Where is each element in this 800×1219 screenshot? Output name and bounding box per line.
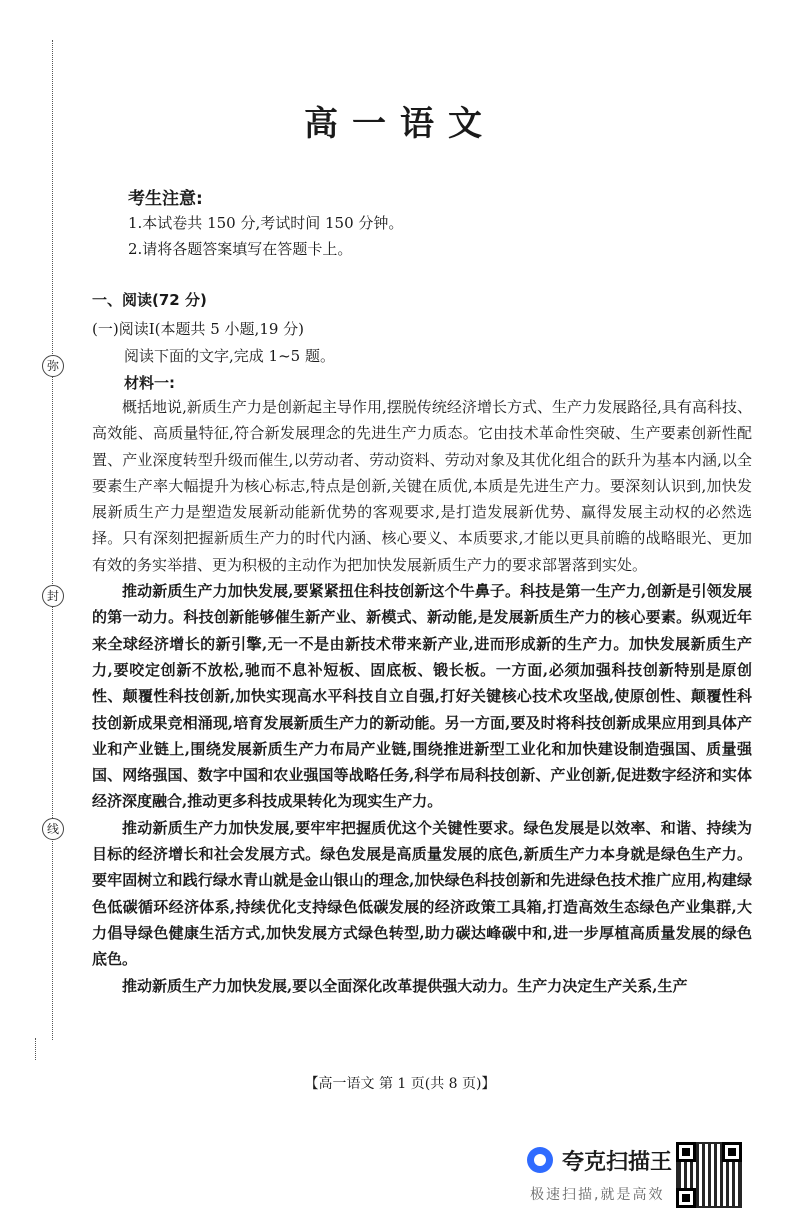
reading-passage xyxy=(92,394,752,999)
notice-item: 1.本试卷共 150 分,考试时间 150 分钟。 xyxy=(128,214,404,232)
binding-mark xyxy=(35,1038,38,1060)
notice-heading: 考生注意: xyxy=(128,189,203,209)
paragraph: 推动新质生产力加快发展,要牢牢把握质优这个关键性要求。绿色发展是以效率、和谐、持续为目标的经济增长和社会发展方式。绿色发展是高质量发展的底色,新质生产力本身就是绿色生产力。要牢固树立和践行绿水青山就是金山银山的理念,加快绿色科技创新和先进绿色技术推广应用,构建绿色低碳循环经济体系,持续优化支持绿色低碳发展的经济政策工具箱,打造高效生态绿色产业集群,大力倡导绿色健康生活方式,加快发展方式绿色转型,助力碳达峰碳中和,进一步厚植高质量发展的绿色底色。 xyxy=(92,818,752,969)
section-heading: 一、阅读(72 分) xyxy=(92,291,207,309)
paragraph: 概括地说,新质生产力是创新起主导作用,摆脱传统经济增长方式、生产力发展路径,具有高科技、高效能、高质量特征,符合新发展理念的先进生产力质态。它由技术革命性突破、生产要素创新性配置、产业深度转型升级而催生,以劳动者、劳动资料、劳动对象及其优化组合的跃升为基本内涵,以全要素生产率大幅提升为核心标志,特点是创新,关键在质优,本质是先进生产力。要深刻认识到,加快发展新质生产力是塑造发展新动能新优势的客观要求,是打造发展新优势、赢得发展主动权的必然选择。只有深刻把握新质生产力的时代内涵、核心要义、本质要求,才能以更具前瞻的战略眼光、更加有效的务实举措、更为积极的主动作为把加快发展新质生产力的要求部署落到实处。 xyxy=(92,398,752,574)
notice-item: 2.请将各题答案填写在答题卡上。 xyxy=(128,240,353,258)
scanner-logo-icon xyxy=(527,1147,553,1173)
page-title: 高一语文 xyxy=(304,104,496,144)
paragraph: 推动新质生产力加快发展,要紧紧扭住科技创新这个牛鼻子。科技是第一生产力,创新是引领发展的第一动力。科技创新能够催生新产业、新模式、新动能,是发展新质生产力的核心要素。纵观近年来全球经济增长的新引擎,无一不是由新技术带来新产业,进而形成新的生产力。加快发展新质生产力,要咬定创新不放松,驰而不息补短板、固底板、锻长板。一方面,必须加强科技创新特别是原创性、颠覆性科技创新,加快实现高水平科技自立自强,打好关键核心技术攻坚战,使原创性、颠覆性科技创新成果竞相涌现,培育发展新质生产力的新动能。另一方面,要及时将科技创新成果应用到具体产业和产业链上,围绕发展新质生产力布局产业链,围绕推进新型工业化和加快建设制造强国、质量强国、网络强国、数字中国和农业强国等战略任务,科学布局科技创新、产业创新,促进数字经济和实体经济深度融合,推动更多科技成果转化为现实生产力。 xyxy=(92,582,752,811)
binding-line xyxy=(52,40,53,1040)
binding-seal-char: 弥 xyxy=(42,355,64,377)
subsection-heading: (一)阅读Ⅰ(本题共 5 小题,19 分) xyxy=(92,320,305,338)
page-footer: 【高一语文 第 1 页(共 8 页)】 xyxy=(304,1076,496,1092)
binding-seal-char: 封 xyxy=(42,585,64,607)
qr-finder-icon xyxy=(722,1142,742,1162)
binding-seal-char: 线 xyxy=(42,818,64,840)
watermark-name: 夸克扫描王 xyxy=(562,1150,673,1175)
qr-finder-icon xyxy=(676,1188,696,1208)
watermark-slogan: 极速扫描,就是高效 xyxy=(530,1187,665,1203)
qr-finder-icon xyxy=(676,1142,696,1162)
material-label: 材料一: xyxy=(124,374,175,392)
paragraph: 推动新质生产力加快发展,要以全面深化改革提供强大动力。生产力决定生产关系,生产 xyxy=(122,976,688,995)
instruction: 阅读下面的文字,完成 1~5 题。 xyxy=(124,347,335,365)
